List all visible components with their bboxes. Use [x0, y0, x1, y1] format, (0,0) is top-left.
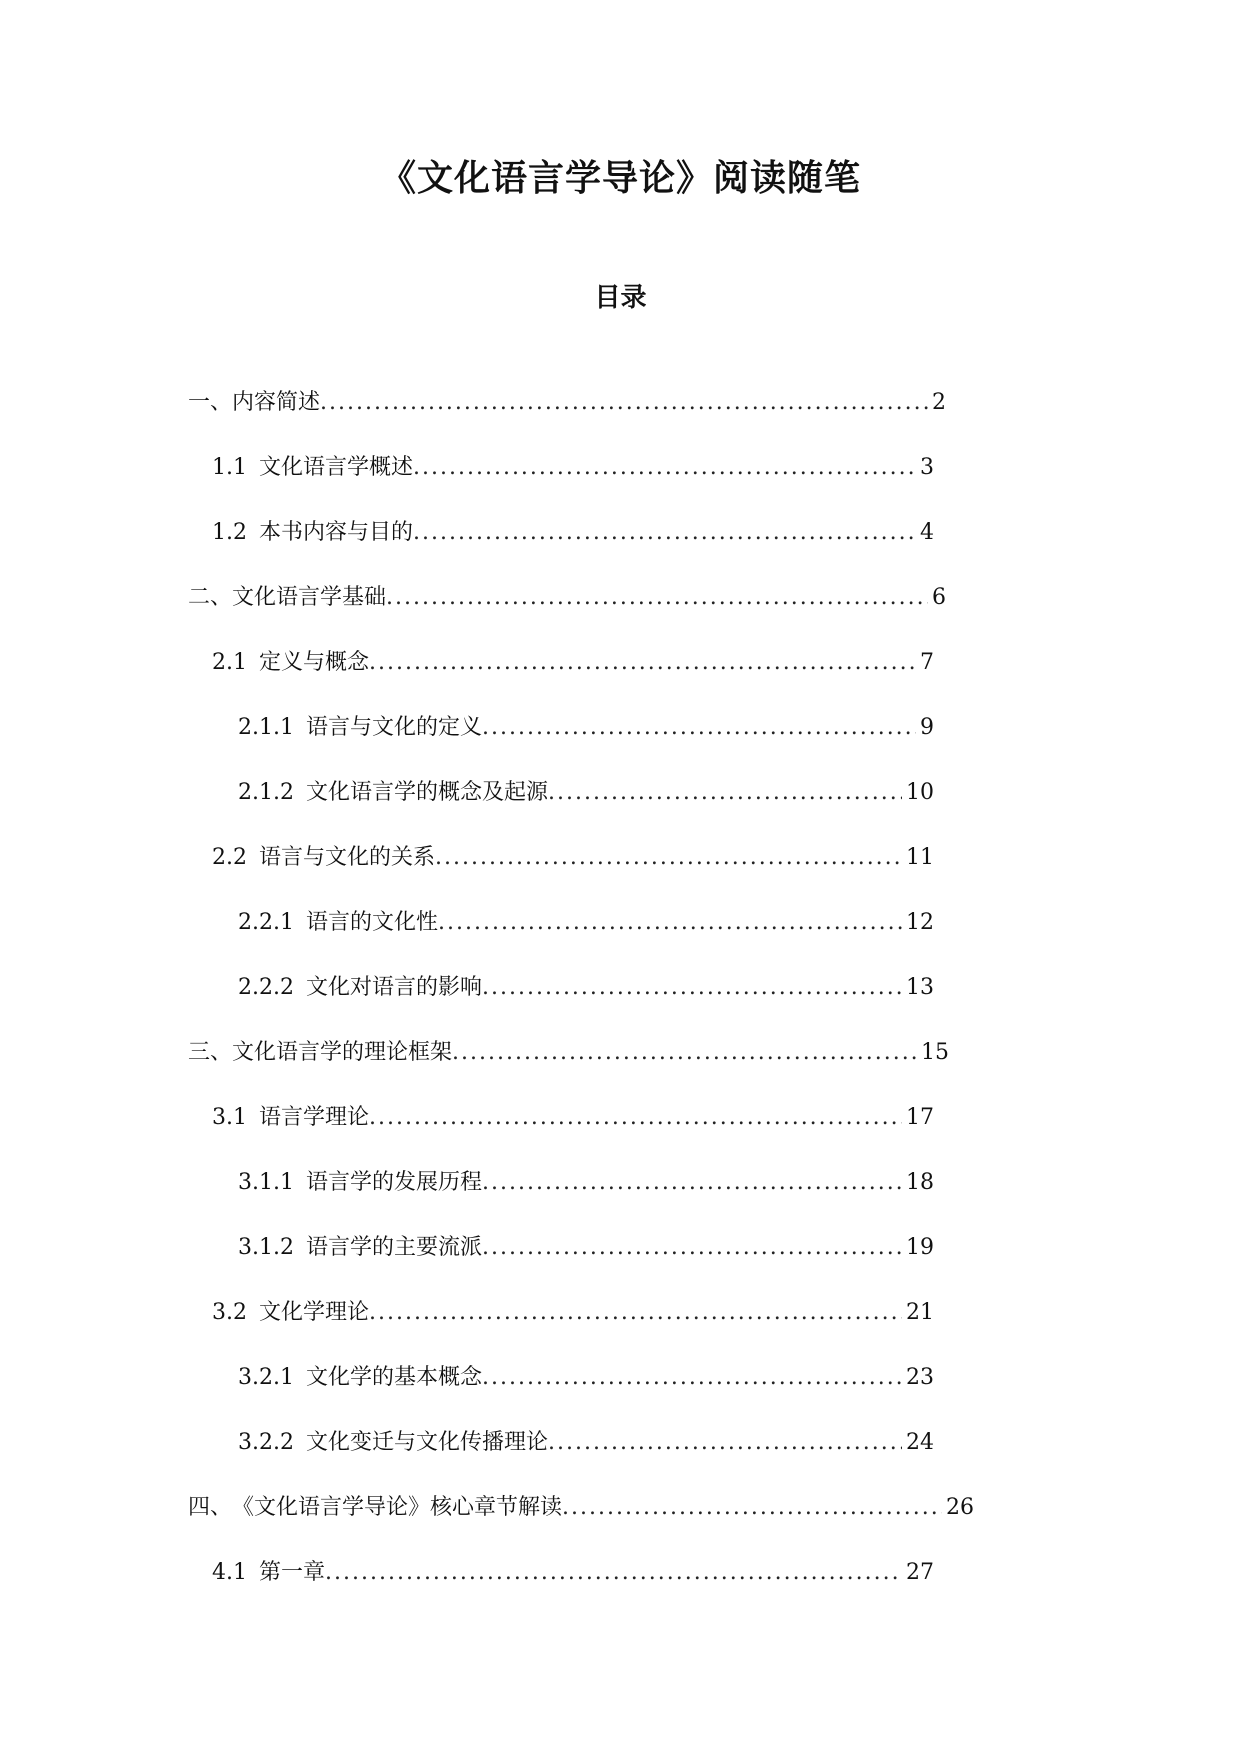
toc-entry-label: 《文化语言学导论》核心章节解读	[232, 1495, 563, 1520]
toc-entry-label: 语言学的发展历程	[305, 1170, 482, 1195]
toc-entry-number: 2.2.1	[238, 910, 294, 935]
dot-leader	[482, 968, 902, 1008]
toc-entry-label: 语言与文化的定义	[305, 715, 482, 740]
toc-entry-4[interactable]	[188, 1488, 974, 1553]
toc-entry-label: 文化语言学的理论框架	[232, 1040, 453, 1065]
toc-entry-3-2-2[interactable]	[238, 1423, 934, 1488]
toc-entry-3-1-1[interactable]	[238, 1163, 934, 1228]
toc-entry-label: 文化语言学基础	[232, 585, 387, 610]
dot-leader	[413, 513, 916, 553]
toc-entry-label: 语言的文化性	[305, 910, 438, 935]
toc-entry-page: 7	[920, 650, 934, 675]
toc-entry-number: 2.1	[212, 650, 247, 675]
dot-leader	[548, 1423, 902, 1463]
toc-entry-page: 23	[906, 1365, 934, 1390]
toc-entry-label: 文化变迁与文化传播理论	[305, 1430, 548, 1455]
dot-leader	[482, 1358, 902, 1398]
toc-entry-label: 文化语言学概述	[259, 455, 414, 480]
dot-leader	[452, 1033, 917, 1073]
toc-entry-number: 2.2.2	[238, 975, 294, 1000]
toc-entry-label: 内容简述	[232, 390, 321, 415]
dot-leader	[482, 708, 916, 748]
toc-entry-number: 3.2.2	[238, 1430, 294, 1455]
toc-entry-number: 2.1.2	[238, 780, 294, 805]
toc-entry-2-2-2[interactable]	[238, 968, 934, 1033]
toc-entry-3-2[interactable]	[212, 1293, 934, 1358]
toc-entry-label: 语言学理论	[259, 1105, 370, 1130]
dot-leader	[482, 1163, 902, 1203]
dot-leader	[369, 643, 916, 683]
toc-entry-number: 3.1.2	[238, 1235, 294, 1260]
toc-entry-number: 1.1	[212, 455, 247, 480]
toc-entry-page: 24	[906, 1430, 934, 1455]
toc-entry-page: 11	[906, 845, 934, 870]
toc-entry-number: 3.2	[212, 1300, 247, 1325]
dot-leader	[413, 448, 916, 488]
dot-leader	[369, 1293, 902, 1333]
toc-entry-page: 3	[920, 455, 934, 480]
toc-entry-number: 二、	[188, 585, 233, 610]
toc-entry-number: 4.1	[212, 1560, 247, 1585]
toc-entry-page: 13	[906, 975, 934, 1000]
toc-entry-label: 文化学的基本概念	[305, 1365, 482, 1390]
toc-entry-label: 第一章	[259, 1560, 326, 1585]
toc-entry-page: 2	[932, 390, 946, 415]
toc-entry-number: 一、	[188, 390, 233, 415]
toc-entry-page: 26	[946, 1495, 974, 1520]
toc-entry-3-1[interactable]	[212, 1098, 934, 1163]
toc-entry-label: 文化学理论	[259, 1300, 370, 1325]
toc-entry-2-1-1[interactable]	[238, 708, 934, 773]
dot-leader	[325, 1553, 902, 1593]
toc-heading: 目录	[594, 283, 647, 313]
toc-entry-1-1[interactable]	[212, 448, 934, 513]
toc-entry-2[interactable]	[188, 578, 946, 643]
toc-entry-number: 2.2	[212, 845, 247, 870]
toc-entry-page: 27	[906, 1560, 934, 1585]
toc-entry-3-1-2[interactable]	[238, 1228, 934, 1293]
toc-entry-page: 21	[906, 1300, 934, 1325]
toc-entry-2-2-1[interactable]	[238, 903, 934, 968]
dot-leader	[369, 1098, 902, 1138]
dot-leader	[482, 1228, 902, 1268]
toc-entry-number: 3.1.1	[238, 1170, 294, 1195]
toc-entry-3[interactable]	[188, 1033, 949, 1098]
toc-entry-page: 15	[921, 1040, 949, 1065]
toc-entry-label: 语言与文化的关系	[259, 845, 436, 870]
toc-entry-label: 文化语言学的概念及起源	[305, 780, 548, 805]
toc-entry-page: 4	[920, 520, 934, 545]
dot-leader	[435, 838, 902, 878]
table-of-contents	[0, 383, 1241, 1618]
toc-entry-page: 9	[920, 715, 934, 740]
toc-entry-page: 6	[932, 585, 946, 610]
toc-entry-page: 17	[906, 1105, 934, 1130]
dot-leader	[438, 903, 902, 943]
toc-entry-2-1-2[interactable]	[238, 773, 934, 838]
toc-entry-page: 10	[906, 780, 934, 805]
toc-entry-label: 文化对语言的影响	[305, 975, 482, 1000]
toc-entry-number: 3.2.1	[238, 1365, 294, 1390]
toc-entry-2-2[interactable]	[212, 838, 934, 903]
dot-leader	[320, 383, 928, 423]
toc-entry-label: 语言学的主要流派	[305, 1235, 482, 1260]
toc-entry-number: 四、	[188, 1495, 233, 1520]
toc-entry-4-1[interactable]	[212, 1553, 934, 1618]
toc-entry-number: 1.2	[212, 520, 247, 545]
toc-entry-number: 3.1	[212, 1105, 247, 1130]
dot-leader	[562, 1488, 942, 1528]
toc-entry-1[interactable]	[188, 383, 946, 448]
toc-entry-page: 18	[906, 1170, 934, 1195]
toc-entry-number: 三、	[188, 1040, 233, 1065]
toc-entry-page: 12	[906, 910, 934, 935]
toc-entry-2-1[interactable]	[212, 643, 934, 708]
toc-entry-3-2-1[interactable]	[238, 1358, 934, 1423]
toc-entry-1-2[interactable]	[212, 513, 934, 578]
toc-entry-label: 本书内容与目的	[259, 520, 414, 545]
toc-entry-label: 定义与概念	[259, 650, 370, 675]
document-title: 《文化语言学导论》阅读随笔	[379, 157, 861, 199]
dot-leader	[386, 578, 928, 618]
toc-entry-number: 2.1.1	[238, 715, 294, 740]
dot-leader	[548, 773, 902, 813]
toc-entry-page: 19	[906, 1235, 934, 1260]
